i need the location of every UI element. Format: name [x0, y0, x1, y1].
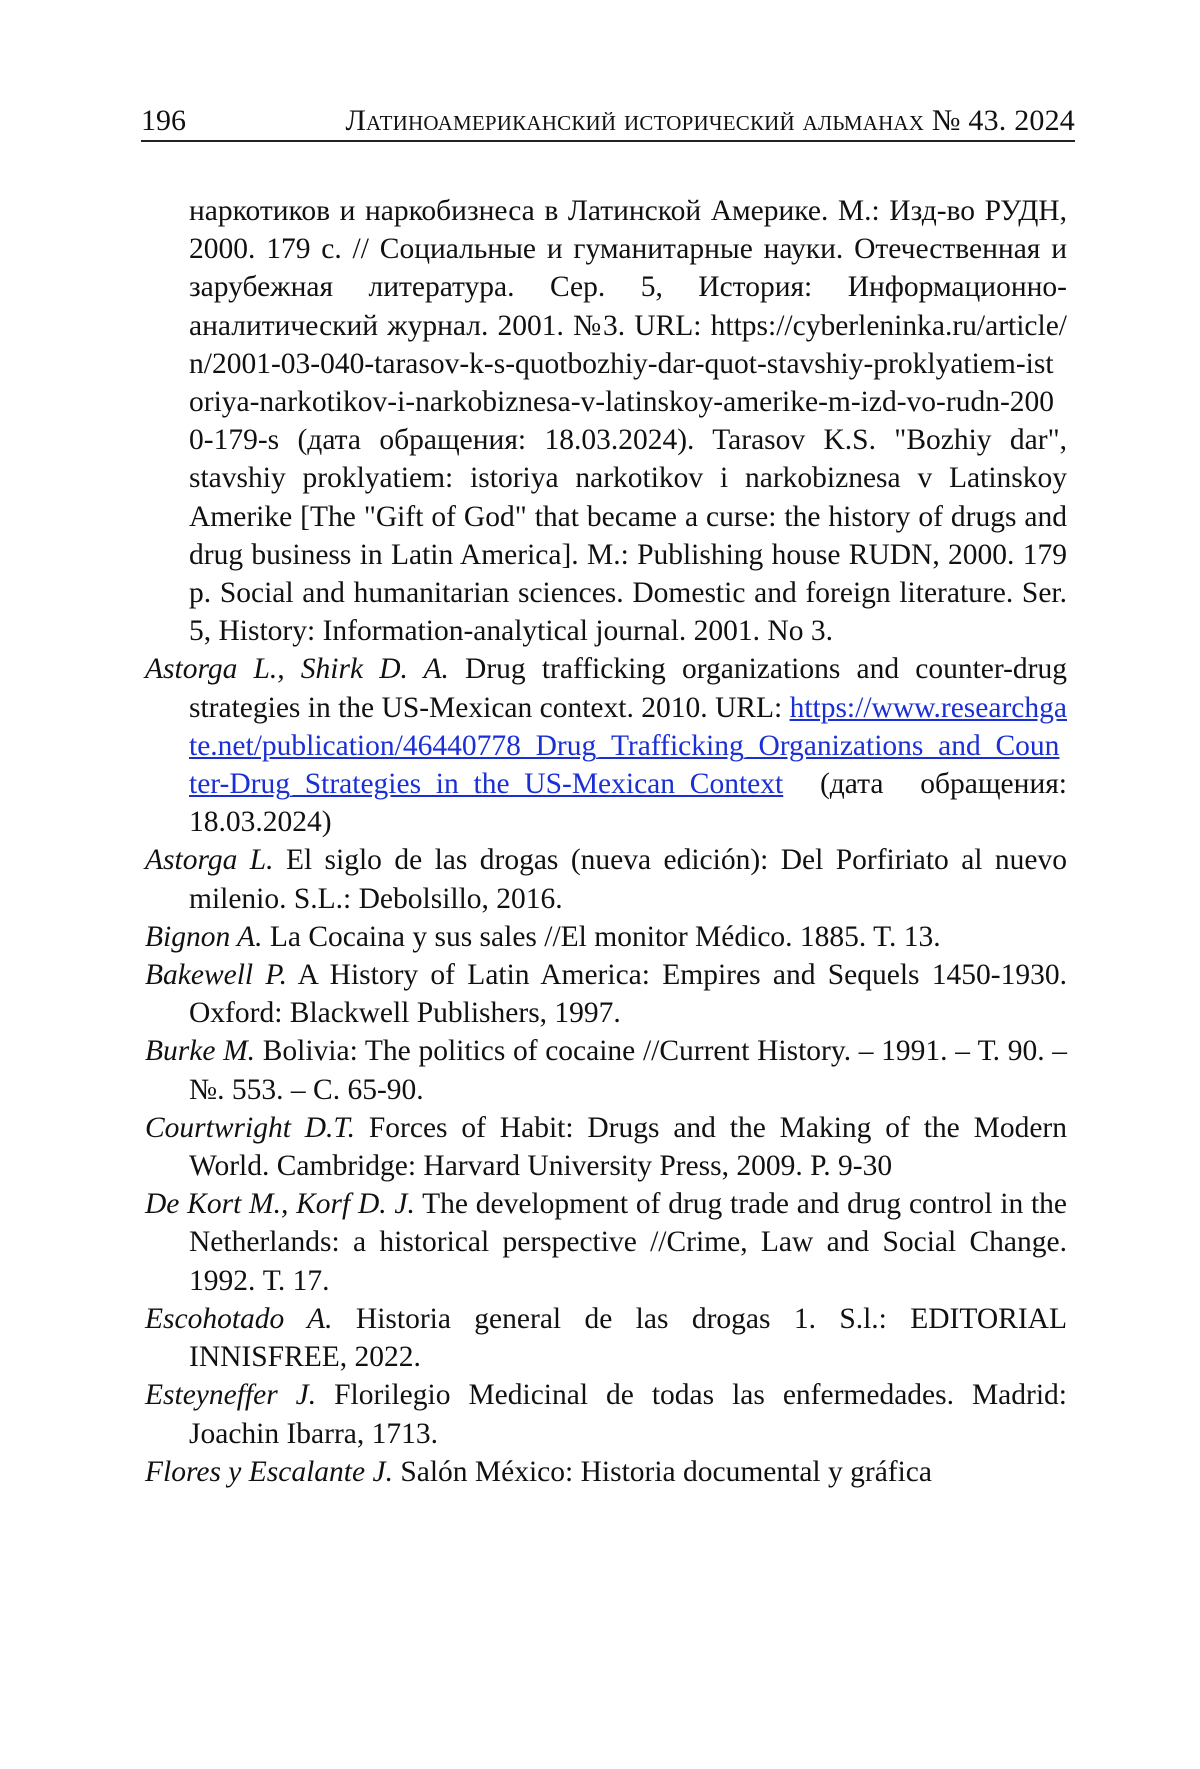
reference-item	[145, 192, 1067, 650]
reference-item	[145, 1376, 1067, 1452]
reference-item	[145, 1300, 1067, 1376]
reference-list	[145, 192, 1067, 1491]
reference-item	[145, 650, 1067, 841]
page-number: 196	[141, 104, 186, 137]
reference-item	[145, 1453, 1067, 1491]
reference-item	[145, 1185, 1067, 1300]
reference-text: Historia general de las drogas 1. S.l.: EDITORIAL INNISFREE, 2022.	[189, 1302, 1067, 1374]
reference-item	[145, 841, 1067, 917]
reference-author: Esteyneffer J.	[145, 1379, 317, 1412]
reference-text: Salón México: Historia documental y gráfica	[392, 1455, 932, 1488]
reference-text: A History of Latin America: Empires and Sequels 1450-1930. Oxford: Blackwell Publishers, 1997.	[189, 959, 1067, 1030]
reference-item	[145, 918, 1067, 956]
reference-author: De Kort M., Korf D. J.	[145, 1188, 415, 1221]
reference-author: Astorga L.	[145, 844, 274, 877]
reference-text-cont: (дата обращения: 18.03.2024)	[189, 768, 1067, 839]
reference-text: Florilegio Medicinal de todas las enfermedades. Madrid: Joachin Ibarra, 1713.	[189, 1379, 1067, 1450]
reference-author: Flores y Escalante J.	[145, 1455, 393, 1488]
reference-author: Burke M.	[145, 1035, 256, 1068]
reference-url: https://cyberleninka.ru/article/n/2001-03-040-tarasov-k-s-quotbozhiy-dar-quot-stavshiy-proklyatiem-istoriya-narkotikov-i-narkobiznesa-v-latinskoy-amerike-m-izd-vo-rudn-2000-179-s	[189, 309, 1067, 457]
reference-link[interactable]: https://www.researchgate.net/publication/46440778_Drug_Trafficking_Organizations_and_Counter-Drug_Strategies_in_the_US-Mexican_Context	[189, 691, 1067, 801]
reference-text: La Cocaina y sus sales //El monitor Médico. 1885. T. 13.	[262, 920, 941, 953]
reference-item	[145, 956, 1067, 1032]
reference-text: El siglo de las drogas (nueva edición): Del Porfiriato al nuevo milenio. S.L.: Debolsillo, 2016.	[189, 844, 1067, 915]
reference-text: The development of drug trade and drug control in the Netherlands: a historical perspective //Crime, Law and Social Change. 1992. Т. 17.	[189, 1188, 1068, 1297]
reference-text: наркотиков и наркобизнеса в Латинской Америке. М.: Изд-во РУДН, 2000. 179 с. // Социальные и гуманитарные науки. Отечественная и зарубежная литература. Сер. 5, История: Информационно-аналитический журнал. 2001. №3. URL:	[189, 195, 1067, 342]
reference-text-cont: (дата обращения: 18.03.2024). Tarasov K.S. "Bozhiy dar", stavshiy proklyatiem: istoriya narkotikov i narkobiznesa v Latinskoy Amerike [The "Gift of God" that became a curse: the history of drugs and drug business in Latin America]. M.: Publishing house RUDN, 2000. 179 p. Social and humanitarian sciences. Domestic and foreign literature. Ser. 5, History: Information-analytical journal. 2001. No 3.	[189, 424, 1067, 648]
reference-text: Bolivia: The politics of cocaine //Current History. – 1991. – Т. 90. – №. 553. – С. 65-90.	[189, 1035, 1068, 1106]
reference-author: Bakewell P.	[145, 959, 288, 992]
reference-text: Forces of Habit: Drugs and the Making of the Modern World. Cambridge: Harvard University Press, 2009. P. 9-30	[189, 1111, 1067, 1183]
reference-author: Courtwright D.T.	[145, 1111, 356, 1144]
running-header	[141, 102, 1075, 142]
reference-item	[145, 1109, 1067, 1185]
reference-author: Astorga L., Shirk D. A.	[145, 653, 449, 686]
reference-author: Escohotado A.	[145, 1302, 333, 1335]
reference-item	[145, 1032, 1067, 1108]
reference-author: Bignon A.	[145, 920, 263, 953]
journal-title: Латиноамериканский исторический альманах № 43. 2024	[345, 104, 1075, 137]
reference-text: Drug trafficking organizations and counter-drug strategies in the US-Mexican context. 2010. URL:	[189, 653, 1067, 724]
